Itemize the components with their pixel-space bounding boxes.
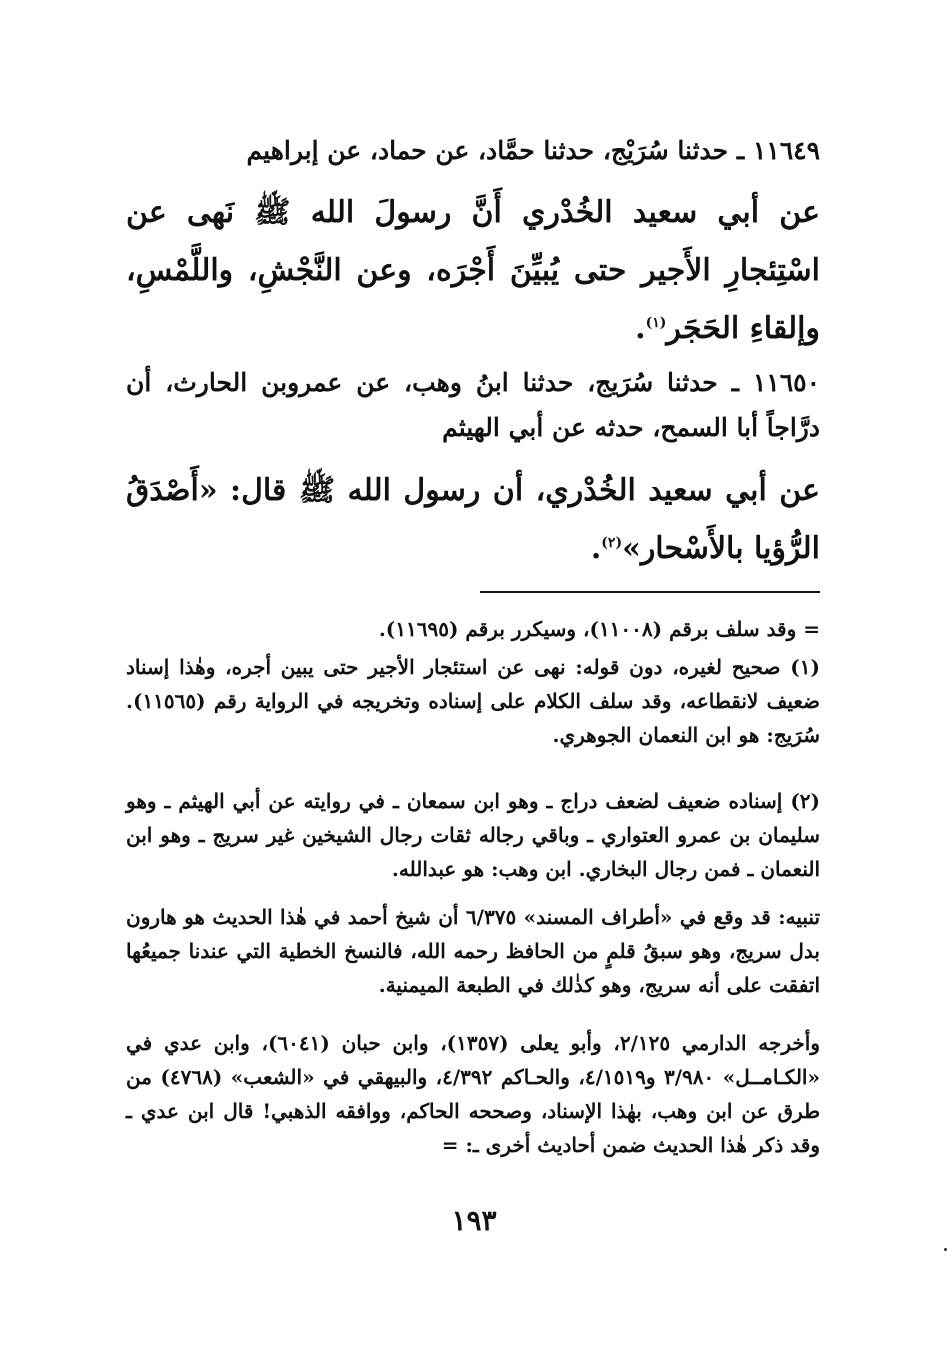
- page-number: ١٩٣: [451, 1204, 497, 1237]
- hadith-1649-end: .: [635, 311, 646, 346]
- footnote-2: (٢) إسناده ضعيف لضعف دراج ـ وهو ابن سمعان ـ في روايته عن أبي الهيثم ـ وهو سليمان بن عمرو العتواري ـ وباقي رجاله ثقات رجال الشيخين غير سريج ـ وهو ابن النعمان ـ فمن رجال البخاري. ابن وهب: هو عبدالله.: [126, 789, 820, 881]
- hadith-1649-isnad: ١١٦٤٩ ـ حدثنا سُرَيْج، حدثنا حمَّاد، عن حماد، عن إبراهيم: [246, 136, 820, 165]
- scan-speck: [944, 1248, 947, 1251]
- hadith-1650-matn-text: عن أبي سعيد الخُدْري، أن رسول الله ﷺ قال: «أَصْدَقُ الرُّؤيا بالأَسْحار»: [126, 473, 820, 566]
- hadith-1650-end: .: [590, 531, 602, 566]
- footnote-tanbih: تنبيه: قد وقع في «أطراف المسند» ٦/٣٧٥ أن شيخ أحمد في هٰذا الحديث هو هارون بدل سريج، وهو سبقُ قلمٍ من الحافظ رحمه الله، فالنسخ الخطية التي عندنا جميعُها اتفقت على أنه سريج، وهو كذٰلك في الطبعة الميمنية.: [126, 905, 821, 997]
- footnote-ref-2[interactable]: (٢): [601, 535, 623, 551]
- footnote-separator: [480, 591, 820, 593]
- footnote-ref-1[interactable]: (١): [645, 315, 667, 331]
- hadith-1649-matn: [126, 184, 820, 358]
- footnote-1: (١) صحيح لغيره، دون قوله: نهى عن استئجار الأجير حتى يبين أجره، وهٰذا إسناد ضعيف لانقطاعه، وقد سلف الكلام على إسناده وتخريجه في الرواية رقم (١١٥٦٥). سُرَيج: هو ابن النعمان الجوهري.: [126, 655, 820, 747]
- footnote-continuation: = وقد سلف برقم (١١٠٠٨)، وسيكرر برقم (١١٦٩٥).: [378, 617, 820, 641]
- hadith-1650-isnad: ١١٦٥٠ ـ حدثنا سُرَيج، حدثنا ابنُ وهب، عن عمروبن الحارث، أن درَّاجاً أبا السمح، حدثه عن أبي الهيثم: [126, 368, 820, 442]
- hadith-1650-matn: [126, 462, 820, 578]
- hadith-1649-matn-text: عن أبي سعيد الخُدْري أَنَّ رسولَ الله ﷺ نَهى عن اسْتِئجارِ الأَجير حتى يُبيِّنَ أَجْرَه، وعن النَّجْشِ، واللَّمْسِ، وإلقاءِ الحَجَر: [126, 195, 821, 346]
- footnote-takhrij: وأخرجه الدارمي ٢/١٢٥، وأبو يعلى (١٣٥٧)، وابن حبان (٦٠٤١)، وابن عدي في «الكـامــل» ٣/٩٨٠ و٤/١٥١٩، والحـاكم ٤/٣٩٢، والبيهقي في «الشعب» (٤٧٦٨) من طرق عن ابن وهب، بهٰذا الإسناد، وصححه الحاكم، ووافقه الذهبي! قال ابن عدي ـ وقد ذكر هٰذا الحديث ضمن أحاديث أخرى ـ: =: [126, 1031, 821, 1157]
